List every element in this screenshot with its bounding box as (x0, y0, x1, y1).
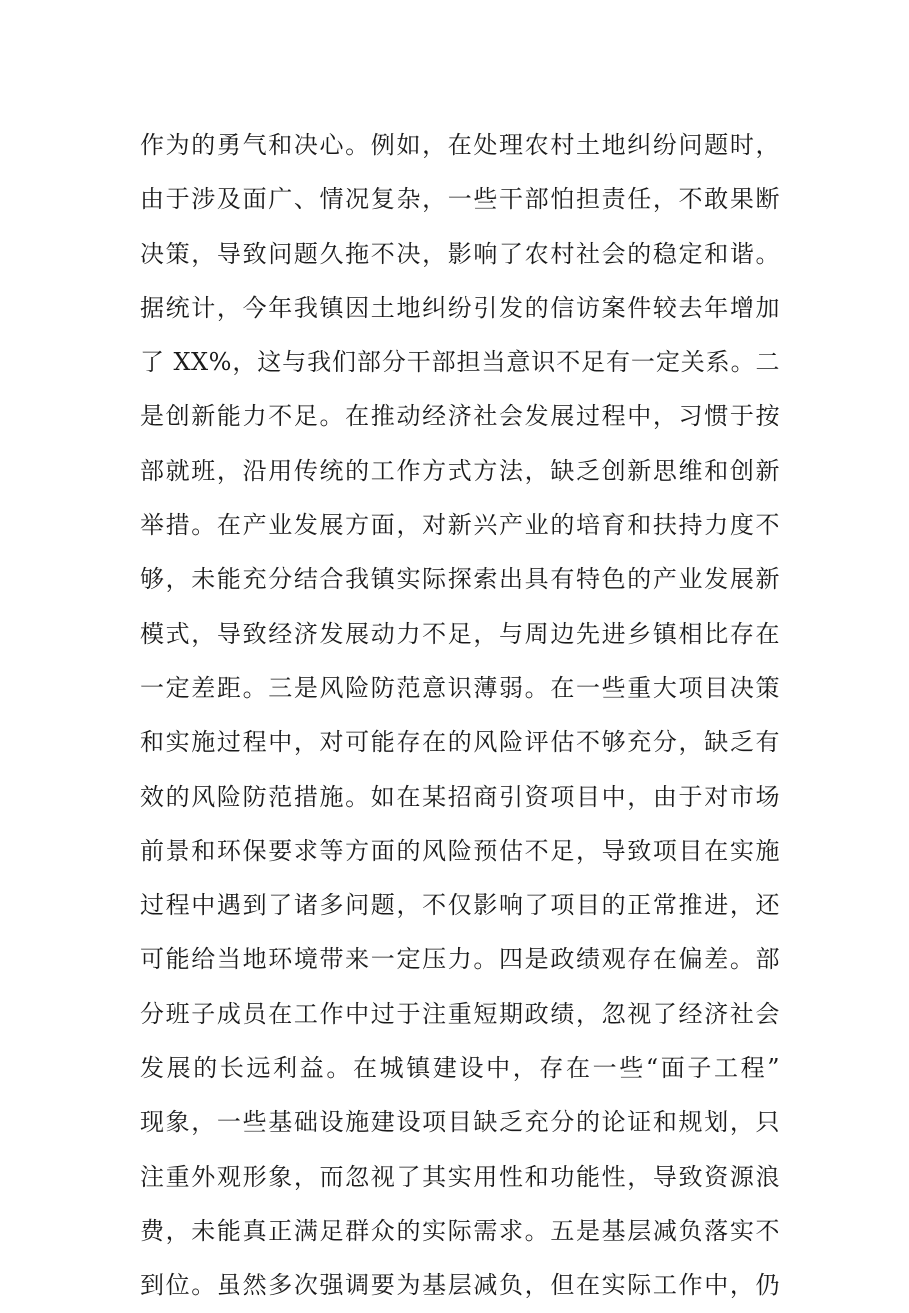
text-line: 注重外观形象，而忽视了其实用性和功能性，导致资源浪 (140, 1162, 780, 1191)
text-line: 作为的勇气和决心。例如，在处理农村土地纠纷问题时， (140, 131, 780, 159)
text-line: 一定差距。三是风险防范意识薄弱。在一些重大项目决策 (140, 673, 780, 702)
text-line: 据统计，今年我镇因土地纠纷引发的信访案件较去年增加 (140, 293, 780, 322)
text-line: 可能给当地环境带来一定压力。四是政绩观存在偏差。部 (140, 945, 780, 974)
text-line: 是创新能力不足。在推动经济社会发展过程中，习惯于按 (140, 402, 780, 431)
text-line: 和实施过程中，对可能存在的风险评估不够充分，缺乏有 (140, 728, 780, 757)
text-line: 决策，导致问题久拖不决，影响了农村社会的稳定和谐。 (140, 239, 780, 268)
text-line: 举措。在产业发展方面，对新兴产业的培育和扶持力度不 (140, 511, 780, 540)
text-line: 发展的长远利益。在城镇建设中，存在一些“面子工程” (140, 1054, 780, 1083)
text-line: 现象，一些基础设施建设项目缺乏充分的论证和规划，只 (140, 1108, 780, 1137)
text-line: 效的风险防范措施。如在某招商引资项目中，由于对市场 (140, 782, 780, 811)
text-line: 模式，导致经济发展动力不足，与周边先进乡镇相比存在 (140, 619, 780, 648)
text-line: 了 XX%，这与我们部分干部担当意识不足有一定关系。二 (140, 348, 780, 377)
text-line: 过程中遇到了诸多问题，不仅影响了项目的正常推进，还 (140, 891, 780, 920)
text-line: 到位。虽然多次强调要为基层减负，但在实际工作中，仍 (140, 1271, 780, 1300)
text-line: 前景和环保要求等方面的风险预估不足，导致项目在实施 (140, 836, 780, 865)
text-line: 由于涉及面广、情况复杂，一些干部怕担责任，不敢果断 (140, 185, 780, 214)
text-line: 分班子成员在工作中过于注重短期政绩，忽视了经济社会 (140, 999, 780, 1028)
body-text (140, 118, 780, 1313)
text-line: 费，未能真正满足群众的实际需求。五是基层减负落实不 (140, 1216, 780, 1245)
text-line: 够，未能充分结合我镇实际探索出具有特色的产业发展新 (140, 565, 780, 594)
text-line: 部就班，沿用传统的工作方式方法，缺乏创新思维和创新 (140, 456, 780, 485)
